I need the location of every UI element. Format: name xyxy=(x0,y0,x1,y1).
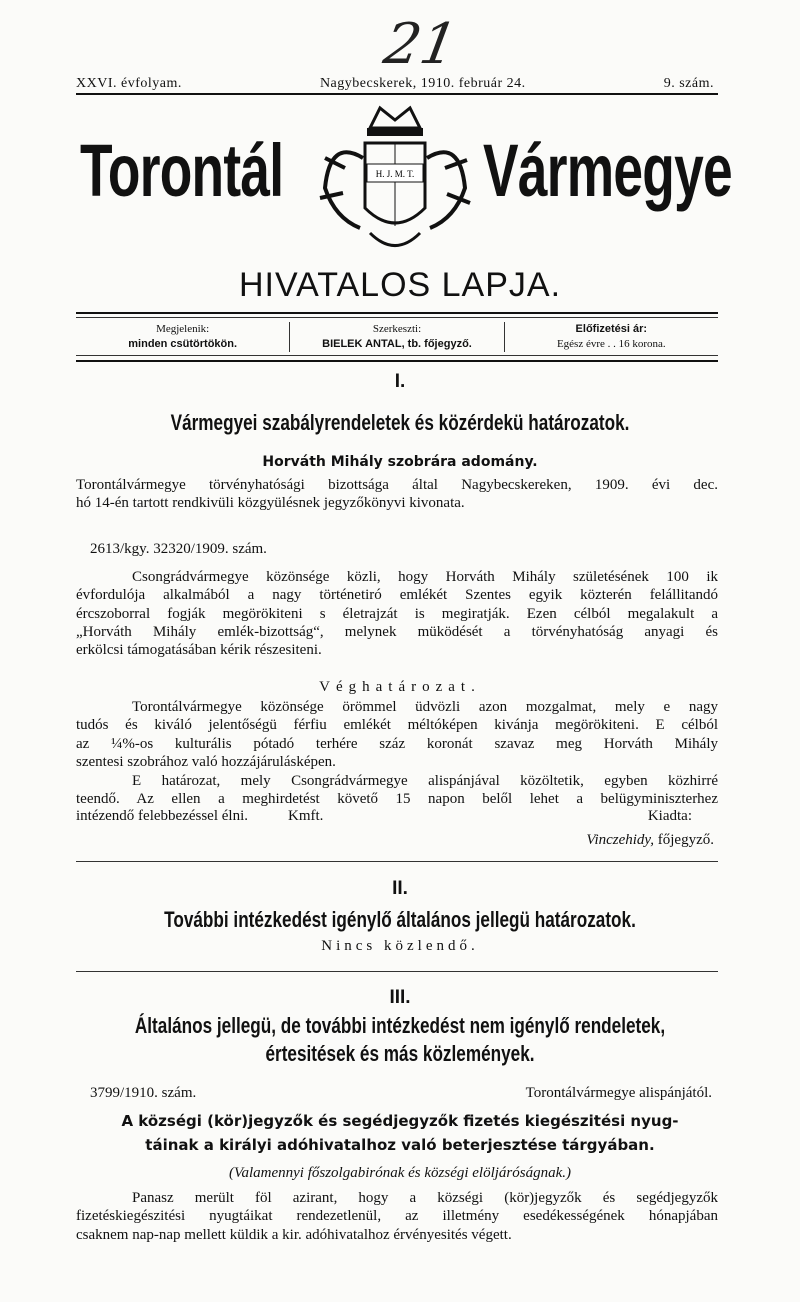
addressee: (Valamennyi főszolgabirónak és községi elöljáróságnak.) xyxy=(228,1165,572,1181)
section-heading: Általános jellegü, de további intézkedést nem igénylő rendeletek, xyxy=(134,1013,666,1038)
masthead-left: Torontál xyxy=(80,129,284,212)
resolution-title: Véghatározat. xyxy=(319,679,481,695)
closing-line xyxy=(76,808,718,825)
divider xyxy=(76,93,718,95)
divider xyxy=(76,312,718,314)
divider xyxy=(76,971,718,972)
text-line: szentesi szobrához való hozzájárulásképen. xyxy=(76,753,336,770)
subtitle: HIVATALOS LAPJA. xyxy=(238,266,562,304)
intro-paragraph xyxy=(76,476,718,513)
info-editor xyxy=(289,322,503,352)
volume: XXVI. évfolyam. xyxy=(76,76,182,91)
paragraph xyxy=(76,772,718,809)
info-value: Egész évre . . 16 korona. xyxy=(556,338,666,350)
article-title: Horváth Mihály szobrára adomány. xyxy=(262,454,538,470)
section-heading: értesitések és más közlemények. xyxy=(265,1041,535,1066)
text-line: tudós és kiváló jelentőségü férfiu emlékét méltóképen kivánja megörökiteni. E célból xyxy=(76,717,718,734)
section-number: I. xyxy=(394,371,406,392)
info-label: Szerkeszti: xyxy=(372,323,422,335)
text-line: Torontálvármegye törvényhatósági bizottsága által Nagybecskereken, 1909. évi dec. xyxy=(76,477,718,493)
paragraph xyxy=(76,698,718,771)
text-line: Csongrádvármegye közönsége közli, hogy Horváth Mihály születésének 100 ik xyxy=(132,569,718,585)
paragraph xyxy=(76,568,718,659)
signature: Vinczehidy, főjegyző. xyxy=(586,832,714,848)
place-date: Nagybecskerek, 1910. február 24. xyxy=(319,76,526,91)
text-line: fizetéskiegészitési nyugtáikat rendezetlenül, az illetmény esedékességének hónapjában xyxy=(76,1208,718,1225)
text-line: Panasz merült föl azirant, hogy a községi (kör)jegyzők és segédjegyzők xyxy=(132,1190,718,1206)
masthead-right: Vármegye xyxy=(483,129,732,212)
info-row xyxy=(76,322,718,352)
text-line: az ¼%-os kulturális pótadó terhére száz koronát szavaz meg Horváth Mihály xyxy=(76,735,718,752)
crest-text: H. J. M. T. xyxy=(375,169,415,179)
text-line: „Horváth Mihály emlék-bizottság“, melynek müködését a törvényhatóság anyagi és xyxy=(76,623,718,640)
issue-line xyxy=(76,76,714,92)
info-publication xyxy=(76,322,289,352)
paragraph xyxy=(76,1189,718,1244)
article-title: táinak a királyi adóhivatalhoz való beterjesztése tárgyában. xyxy=(145,1136,655,1154)
reference-number: 3799/1910. szám. xyxy=(90,1085,197,1101)
text-line: évfordulója alkalmából a nagy történetiró emlékét Szentes egyik közterén felállitandó xyxy=(76,587,718,604)
text-line: csaknem nap-nap mellett küldik a kir. adóhivatalhoz érvényesités végett. xyxy=(76,1226,512,1243)
text-line: ércszoborral fogják megörökiteni s életrajzát is megiratják. Ezen célból megalakult a xyxy=(76,605,718,622)
kiadta: Kiadta: xyxy=(647,808,692,824)
text-line: erkölcsi támogatásában kérik részesiteni. xyxy=(76,642,322,659)
info-value: minden csütörtökön. xyxy=(128,338,238,350)
divider xyxy=(76,317,718,318)
info-label: Megjelenik: xyxy=(156,323,210,335)
coat-of-arms-icon xyxy=(315,98,475,260)
divider xyxy=(76,355,718,356)
info-label: Előfizetési ár: xyxy=(575,323,648,335)
text-line: E határozat, mely Csongrádvármegye alispánjával közöltetik, egyben közhirré xyxy=(132,773,718,789)
issuer: Torontálvármegye alispánjától. xyxy=(525,1085,712,1101)
reference-number: 2613/kgy. 32320/1909. szám. xyxy=(90,541,267,557)
section-number: III. xyxy=(389,987,411,1008)
section-heading: További intézkedést igénylő általános jellegü határozatok. xyxy=(164,907,636,932)
reference-line xyxy=(90,1085,712,1102)
handwritten-page-number: 21 xyxy=(379,12,462,77)
issue-number: 9. szám. xyxy=(663,76,714,91)
paragraph-end: intézendő felebbezéssel élni. xyxy=(76,808,249,824)
article-title: A községi (kör)jegyzők és segédjegyzők fizetés kiegészitési nyug- xyxy=(121,1112,679,1130)
info-value: BIELEK ANTAL, tb. főjegyző. xyxy=(322,338,472,350)
text-line: teendő. Az ellen a meghirdetést követő 15 napon belől lehet a belügyminiszterhez xyxy=(76,791,718,808)
divider xyxy=(76,360,718,362)
text-line: Torontálvármegye közönsége örömmel üdvözli azon mozgalmat, mely e nagy xyxy=(132,699,718,715)
kmft: Kmft. xyxy=(288,808,324,824)
divider xyxy=(76,861,718,862)
section-heading: Vármegyei szabályrendeletek és közérdekü határozatok. xyxy=(170,410,630,435)
info-subscription xyxy=(504,322,718,352)
section-number: II. xyxy=(392,878,408,899)
text-line: hó 14-én tartott rendkivüli közgyülésnek jegyzőkönyvi kivonata. xyxy=(76,495,465,512)
section-note: Nincs közlendő. xyxy=(321,938,479,954)
